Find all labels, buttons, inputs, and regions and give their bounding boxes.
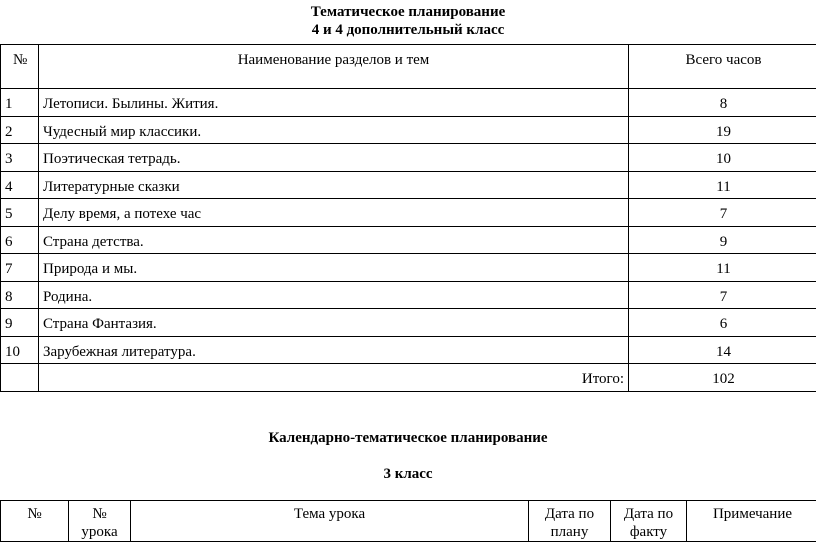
row-num: 7: [1, 254, 39, 282]
page-subtitle: 4 и 4 дополнительный класс: [0, 21, 816, 39]
total-value: 102: [629, 364, 816, 392]
row-num: 8: [1, 281, 39, 309]
row-topic: Природа и мы.: [39, 254, 629, 282]
row-topic: Поэтическая тетрадь.: [39, 144, 629, 172]
table-header-row: [1, 501, 816, 542]
table-row: [1, 199, 816, 227]
row-topic: Зарубежная литература.: [39, 336, 629, 364]
row-num: 4: [1, 171, 39, 199]
header-lesson-num: [69, 501, 131, 542]
header-num: №: [1, 45, 39, 89]
row-topic: Страна детства.: [39, 226, 629, 254]
row-topic: Родина.: [39, 281, 629, 309]
header-topic: Наименование разделов и тем: [39, 45, 629, 89]
total-row: [1, 364, 816, 392]
row-hours: 9: [629, 226, 816, 254]
page-title: Тематическое планирование: [0, 3, 816, 21]
header-date-plan-line2: плану: [533, 523, 606, 541]
table-row: [1, 226, 816, 254]
row-hours: 6: [629, 309, 816, 337]
row-num: 6: [1, 226, 39, 254]
header-date-fact: [611, 501, 687, 542]
header-date-fact-line2: факту: [615, 523, 682, 541]
row-topic: Делу время, а потехе час: [39, 199, 629, 227]
row-topic: Чудесный мир классики.: [39, 116, 629, 144]
row-num: 10: [1, 336, 39, 364]
row-num: 1: [1, 89, 39, 117]
thematic-plan-table: [0, 44, 816, 392]
section-subtitle: 3 класс: [0, 465, 816, 483]
total-label: Итого:: [39, 364, 629, 392]
table-header-row: [1, 45, 816, 89]
table-row: [1, 254, 816, 282]
table-row: [1, 281, 816, 309]
row-hours: 10: [629, 144, 816, 172]
row-hours: 14: [629, 336, 816, 364]
row-hours: 8: [629, 89, 816, 117]
table-row: [1, 309, 816, 337]
row-hours: 7: [629, 199, 816, 227]
row-topic: Летописи. Былины. Жития.: [39, 89, 629, 117]
table-row: [1, 171, 816, 199]
table-row: [1, 89, 816, 117]
row-topic: Литературные сказки: [39, 171, 629, 199]
row-hours: 19: [629, 116, 816, 144]
row-hours: 11: [629, 171, 816, 199]
header-date-plan-line1: Дата по: [533, 505, 606, 523]
row-num: 2: [1, 116, 39, 144]
table-row: [1, 144, 816, 172]
row-topic: Страна Фантазия.: [39, 309, 629, 337]
calendar-plan-table: [0, 500, 816, 542]
table-row: [1, 116, 816, 144]
header-hours: Всего часов: [629, 45, 816, 89]
row-num: 5: [1, 199, 39, 227]
header-lesson-num-line1: №: [73, 505, 126, 523]
section-title: Календарно-тематическое планирование: [0, 429, 816, 447]
header-lesson-num-line2: урока: [73, 523, 126, 541]
header-lesson-topic: Тема урока: [131, 501, 529, 542]
header-date-fact-line1: Дата по: [615, 505, 682, 523]
header-date-plan: [529, 501, 611, 542]
header-num: №: [1, 501, 69, 542]
row-num: 3: [1, 144, 39, 172]
row-hours: 7: [629, 281, 816, 309]
table-row: [1, 336, 816, 364]
row-num: 9: [1, 309, 39, 337]
total-empty-cell: [1, 364, 39, 392]
row-hours: 11: [629, 254, 816, 282]
header-note: Примечание: [687, 501, 816, 542]
